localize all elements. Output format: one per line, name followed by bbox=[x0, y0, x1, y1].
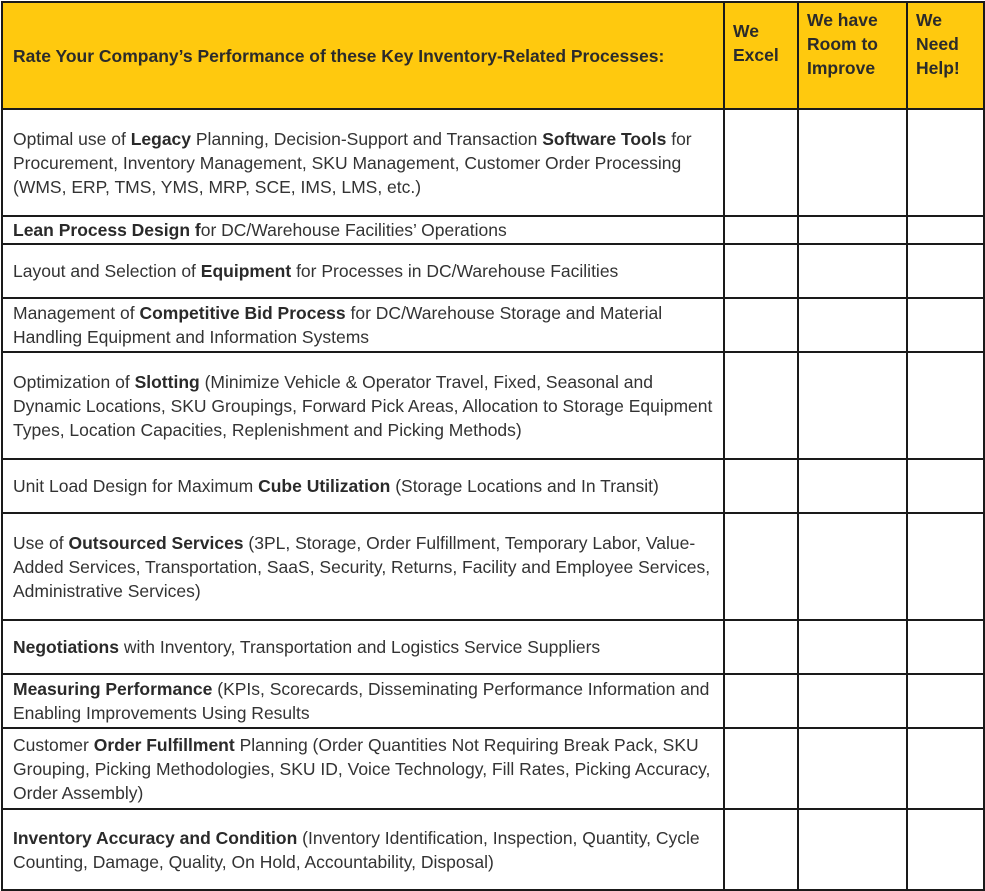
improve-rating-box[interactable] bbox=[798, 244, 907, 298]
help-rating-box[interactable] bbox=[907, 728, 984, 809]
process-text: Planning (Order Quantities Not Requiring Break Pack, SKU Grouping, Picking Methodologies, SKU ID, Voice Technology, Fill Rates, Picking Accuracy, Order Assembly) bbox=[13, 734, 711, 803]
table-row bbox=[2, 244, 984, 298]
question-text: Rate Your Company’s Performance of these Key Inventory-Related Processes: bbox=[13, 45, 665, 66]
need-help-line-3: Help! bbox=[916, 58, 960, 78]
help-rating-box[interactable] bbox=[907, 216, 984, 244]
process-rating-table bbox=[1, 1, 985, 891]
process-text: (Storage Locations and In Transit) bbox=[390, 476, 659, 496]
process-keyword: Measuring Performance bbox=[13, 679, 213, 699]
excel-rating-box[interactable] bbox=[724, 352, 798, 459]
table-row bbox=[2, 298, 984, 352]
process-text: (KPIs, Scorecards, Disseminating Performance Information and Enabling Improvements Using Results bbox=[13, 679, 710, 723]
process-text: Management of bbox=[13, 303, 140, 323]
process-keyword: Equipment bbox=[200, 261, 292, 281]
excel-rating-box[interactable] bbox=[724, 809, 798, 890]
table-row bbox=[2, 459, 984, 513]
excel-rating-box[interactable] bbox=[724, 109, 798, 216]
excel-rating-box[interactable] bbox=[724, 674, 798, 728]
process-text: or DC/Warehouse Facilities’ Operations bbox=[200, 220, 507, 240]
table-row bbox=[2, 620, 984, 674]
improve-rating-box[interactable] bbox=[798, 513, 907, 620]
help-rating-box[interactable] bbox=[907, 352, 984, 459]
process-rows bbox=[2, 109, 984, 890]
process-keyword: Order Fulfillment bbox=[93, 734, 235, 755]
process-description bbox=[2, 809, 724, 890]
process-description bbox=[2, 298, 724, 352]
room-to-improve-line-3: Improve bbox=[807, 58, 876, 78]
process-text: Customer bbox=[13, 734, 94, 755]
help-rating-box[interactable] bbox=[907, 109, 984, 216]
process-text: for Procurement, Inventory Management, SKU Management, Customer Order Processing (WMS, ERP, TMS, YMS, MRP, SCE, IMS, LMS, etc.) bbox=[13, 128, 692, 197]
need-help-line-1: We bbox=[916, 10, 942, 30]
table-row bbox=[2, 809, 984, 890]
excel-rating-box[interactable] bbox=[724, 216, 798, 244]
we-excel-line-1: We bbox=[733, 21, 759, 41]
process-description bbox=[2, 459, 724, 513]
process-text: Unit Load Design for Maximum bbox=[13, 476, 259, 496]
table-row bbox=[2, 109, 984, 216]
room-to-improve-line-2: Room to bbox=[807, 34, 878, 54]
process-text: (Minimize Vehicle & Operator Travel, Fixed, Seasonal and Dynamic Locations, SKU Groupings, Forward Pick Areas, Allocation to Storage Equipment Types, Location Capacities, Replenishment and Picking Methods) bbox=[13, 371, 713, 440]
process-text: (3PL, Storage, Order Fulfillment, Temporary Labor, Value-Added Services, Transportation, SaaS, Security, Returns, Facility and Employee Services, Administrative Services) bbox=[13, 532, 711, 601]
improve-rating-box[interactable] bbox=[798, 620, 907, 674]
improve-rating-box[interactable] bbox=[798, 298, 907, 352]
help-rating-box[interactable] bbox=[907, 298, 984, 352]
improve-rating-box[interactable] bbox=[798, 728, 907, 809]
process-text: Layout and Selection of bbox=[13, 261, 201, 281]
room-to-improve-header bbox=[798, 2, 907, 109]
header-row bbox=[2, 2, 984, 109]
improve-rating-box[interactable] bbox=[798, 216, 907, 244]
process-keyword: Legacy bbox=[130, 128, 192, 149]
improve-rating-box[interactable] bbox=[798, 109, 907, 216]
process-description bbox=[2, 216, 724, 244]
excel-rating-box[interactable] bbox=[724, 459, 798, 513]
help-rating-box[interactable] bbox=[907, 459, 984, 513]
improve-rating-box[interactable] bbox=[798, 809, 907, 890]
need-help-header bbox=[907, 2, 984, 109]
improve-rating-box[interactable] bbox=[798, 674, 907, 728]
help-rating-box[interactable] bbox=[907, 809, 984, 890]
process-keyword: Inventory Accuracy and Condition bbox=[13, 827, 298, 848]
room-to-improve-line-1: We have bbox=[807, 10, 878, 30]
process-keyword: Slotting bbox=[134, 371, 200, 392]
we-excel-line-2: Excel bbox=[733, 45, 779, 65]
table-row bbox=[2, 216, 984, 244]
process-keyword: Outsourced Services bbox=[68, 532, 244, 553]
we-excel-header bbox=[724, 2, 798, 109]
process-description bbox=[2, 513, 724, 620]
help-rating-box[interactable] bbox=[907, 513, 984, 620]
process-text: Planning, Decision-Support and Transaction bbox=[191, 128, 543, 149]
excel-rating-box[interactable] bbox=[724, 513, 798, 620]
process-text: with Inventory, Transportation and Logistics Service Suppliers bbox=[118, 637, 601, 657]
improve-rating-box[interactable] bbox=[798, 352, 907, 459]
excel-rating-box[interactable] bbox=[724, 244, 798, 298]
process-text: (Inventory Identification, Inspection, Quantity, Cycle Counting, Damage, Quality, On Hold, Accountability, Disposal) bbox=[13, 827, 700, 872]
process-keyword: Software Tools bbox=[542, 128, 667, 149]
help-rating-box[interactable] bbox=[907, 244, 984, 298]
process-text: Use of bbox=[13, 532, 69, 553]
process-description bbox=[2, 674, 724, 728]
process-description bbox=[2, 352, 724, 459]
excel-rating-box[interactable] bbox=[724, 728, 798, 809]
process-text: for DC/Warehouse Storage and Material Handling Equipment and Information Systems bbox=[13, 303, 663, 347]
process-text: for Processes in DC/Warehouse Facilities bbox=[291, 261, 619, 281]
table-row bbox=[2, 728, 984, 809]
process-keyword: Competitive Bid Process bbox=[139, 303, 346, 323]
help-rating-box[interactable] bbox=[907, 620, 984, 674]
process-text: Optimal use of bbox=[13, 128, 131, 149]
excel-rating-box[interactable] bbox=[724, 620, 798, 674]
table-row bbox=[2, 513, 984, 620]
question-header bbox=[2, 2, 724, 109]
improve-rating-box[interactable] bbox=[798, 459, 907, 513]
process-keyword: Cube Utilization bbox=[258, 476, 391, 496]
table-row bbox=[2, 352, 984, 459]
help-rating-box[interactable] bbox=[907, 674, 984, 728]
process-description bbox=[2, 728, 724, 809]
process-text: Optimization of bbox=[13, 371, 135, 392]
process-description bbox=[2, 244, 724, 298]
excel-rating-box[interactable] bbox=[724, 298, 798, 352]
process-keyword: Lean Process Design f bbox=[13, 220, 201, 240]
need-help-line-2: Need bbox=[916, 34, 959, 54]
table-row bbox=[2, 674, 984, 728]
process-keyword: Negotiations bbox=[13, 637, 119, 657]
process-description bbox=[2, 109, 724, 216]
process-description bbox=[2, 620, 724, 674]
